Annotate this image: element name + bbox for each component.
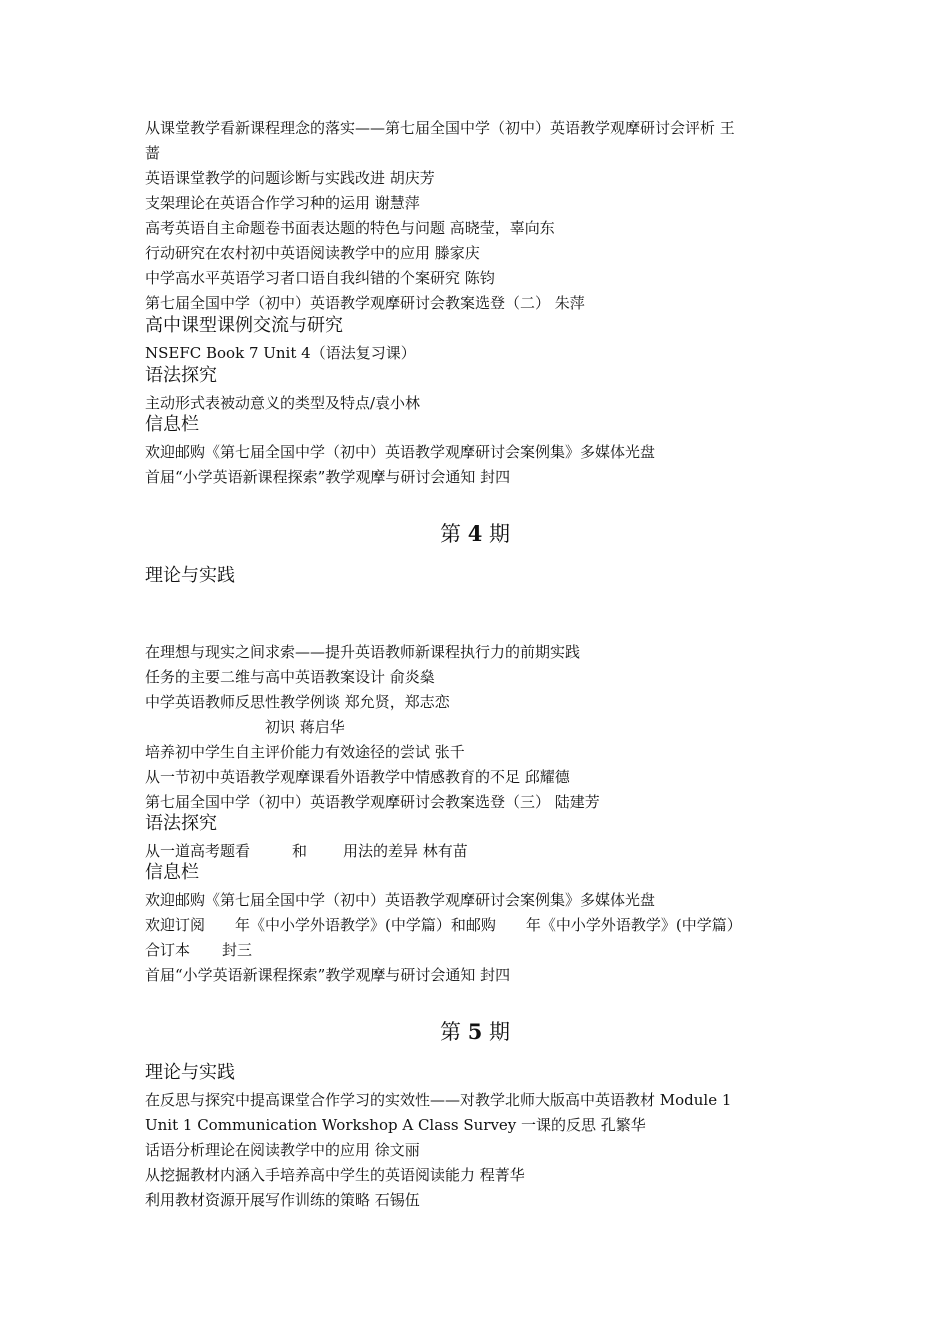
issue-heading: 第 5 期 [440,1019,510,1044]
toc-entry: 行动研究在农村初中英语阅读教学中的应用 滕家庆 [145,244,480,262]
issue-heading: 第 4 期 [440,521,510,546]
toc-entry: 在反思与探究中提高课堂合作学习的实效性——对教学北师大版高中英语教材 Module 1 [145,1091,732,1109]
toc-entry: 培养初中学生自主评价能力有效途径的尝试 张千 [145,743,465,761]
toc-entry: 首届“小学英语新课程探索”教学观摩与研讨会通知 封四 [145,468,511,486]
toc-entry: 任务的主要二维与高中英语教案设计 俞炎燊 [145,668,435,686]
toc-entry: 支架理论在英语合作学习种的运用 谢慧萍 [145,194,420,212]
toc-entry: 在理想与现实之间求索——提升英语教师新课程执行力的前期实践 [145,643,581,661]
toc-entry: 蔷 [145,144,161,162]
toc-entry: Unit 1 Communication Workshop A Class Survey 一课的反思 孔繁华 [145,1116,646,1134]
section-heading: 语法探究 [145,813,217,834]
toc-entry: 欢迎订阅 年《中小学外语教学》(中学篇）和邮购 年《中小学外语教学》(中学篇） [145,916,742,934]
toc-entry: 从一节初中英语教学观摩课看外语教学中情感教育的不足 邱耀德 [145,768,570,786]
toc-entry: 中学高水平英语学习者口语自我纠错的个案研究 陈钧 [145,269,495,287]
toc-entry: 第七届全国中学（初中）英语教学观摩研讨会教案选登（二） 朱萍 [145,294,585,312]
toc-entry: 从挖掘教材内涵入手培养高中学生的英语阅读能力 程菁华 [145,1166,525,1184]
toc-entry: 从一道高考题看 和 用法的差异 林有苗 [145,842,468,860]
section-heading: 语法探究 [145,365,217,386]
section-heading: 理论与实践 [145,565,235,586]
toc-entry: 欢迎邮购《第七届全国中学（初中）英语教学观摩研讨会案例集》多媒体光盘 [145,891,656,909]
toc-entry: 中学英语教师反思性教学例谈 郑允贤，郑志恋 [145,693,450,711]
section-heading: 信息栏 [145,862,199,883]
toc-entry: NSEFC Book 7 Unit 4（语法复习课） [145,344,416,362]
toc-entry: 首届“小学英语新课程探索”教学观摩与研讨会通知 封四 [145,966,511,984]
toc-entry: 初识 蒋启华 [265,718,345,736]
toc-entry: 合订本 封三 [145,941,253,959]
toc-entry: 第七届全国中学（初中）英语教学观摩研讨会教案选登（三） 陆建芳 [145,793,600,811]
toc-entry: 英语课堂教学的问题诊断与实践改进 胡庆芳 [145,169,435,187]
toc-entry: 主动形式表被动意义的类型及特点/袁小林 [145,394,421,412]
toc-entry: 利用教材资源开展写作训练的策略 石锡伍 [145,1191,420,1209]
toc-entry: 从课堂教学看新课程理念的落实——第七届全国中学（初中）英语教学观摩研讨会评析 王 [145,119,735,137]
section-heading: 理论与实践 [145,1062,235,1083]
toc-entry: 话语分析理论在阅读教学中的应用 徐文丽 [145,1141,420,1159]
section-heading: 信息栏 [145,414,199,435]
toc-entry: 欢迎邮购《第七届全国中学（初中）英语教学观摩研讨会案例集》多媒体光盘 [145,443,656,461]
toc-entry: 高考英语自主命题卷书面表达题的特色与问题 高晓莹，辜向东 [145,219,555,237]
section-heading: 高中课型课例交流与研究 [145,315,343,336]
